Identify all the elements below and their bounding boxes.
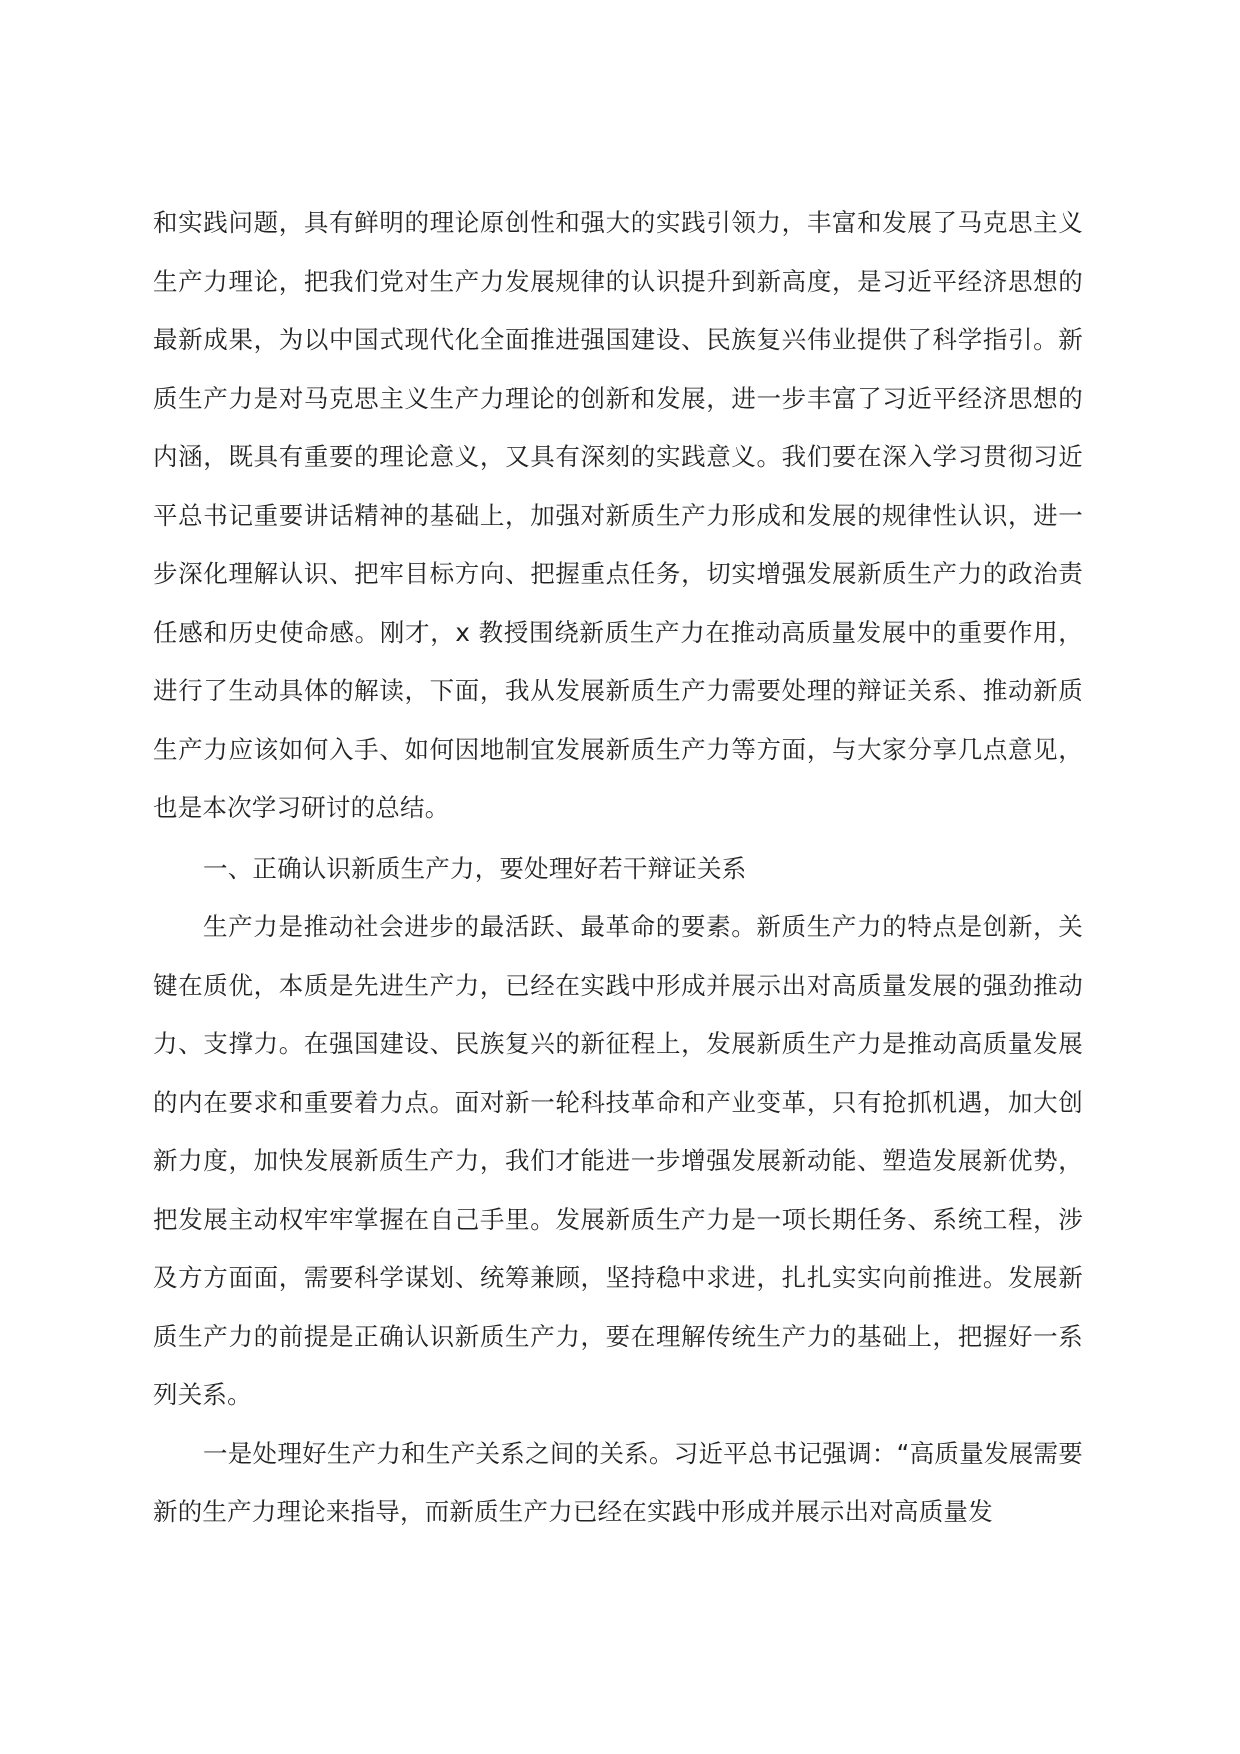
section-heading: 一、正确认识新质生产力，要处理好若干辩证关系 — [203, 853, 747, 883]
document-body — [153, 194, 1083, 1542]
paragraph-body: 生产力是推动社会进步的最活跃、最革命的要素。新质生产力的特点是创新，关键在质优，本质是先进生产力，已经在实践中形成并展示出对高质量发展的强劲推动力、支撑力。在强国建设、民族复兴的新征程上，发展新质生产力是推动高质量发展的内在要求和重要着力点。面对新一轮科技革命和产业变革，只有抢抓机遇，加大创新力度，加快发展新质生产力，我们才能进一步增强发展新动能、塑造发展新优势，把发展主动权牢牢掌握在自己手里。发展新质生产力是一项长期任务、系统工程，涉及方方面面，需要科学谋划、统筹兼顾，坚持稳中求进，扎扎实实向前推进。发展新质生产力的前提是正确认识新质生产力，要在理解传统生产力的基础上，把握好一系列关系。 — [153, 912, 1083, 1409]
paragraph-body: 一是处理好生产力和生产关系之间的关系。习近平总书记强调：“高质量发展需要新的生产力理论来指导，而新质生产力已经在实践中形成并展示出对高质量发 — [153, 1438, 1083, 1526]
paragraph-continuation: 和实践问题，具有鲜明的理论原创性和强大的实践引领力，丰富和发展了马克思主义生产力理论，把我们党对生产力发展规律的认识提升到新高度，是习近平经济思想的最新成果，为以中国式现代化全面推进强国建设、民族复兴伟业提供了科学指引。新质生产力是对马克思主义生产力理论的创新和发展，进一步丰富了习近平经济思想的内涵，既具有重要的理论意义，又具有深刻的实践意义。我们要在深入学习贯彻习近平总书记重要讲话精神的基础上，加强对新质生产力形成和发展的规律性认识，进一步深化理解认识、把牢目标方向、把握重点任务，切实增强发展新质生产力的政治责任感和历史使命感。刚才，x 教授围绕新质生产力在推动高质量发展中的重要作用，进行了生动具体的解读，下面，我从发展新质生产力需要处理的辩证关系、推动新质生产力应该如何入手、如何因地制宜发展新质生产力等方面，与大家分享几点意见，也是本次学习研讨的总结。 — [153, 208, 1083, 822]
